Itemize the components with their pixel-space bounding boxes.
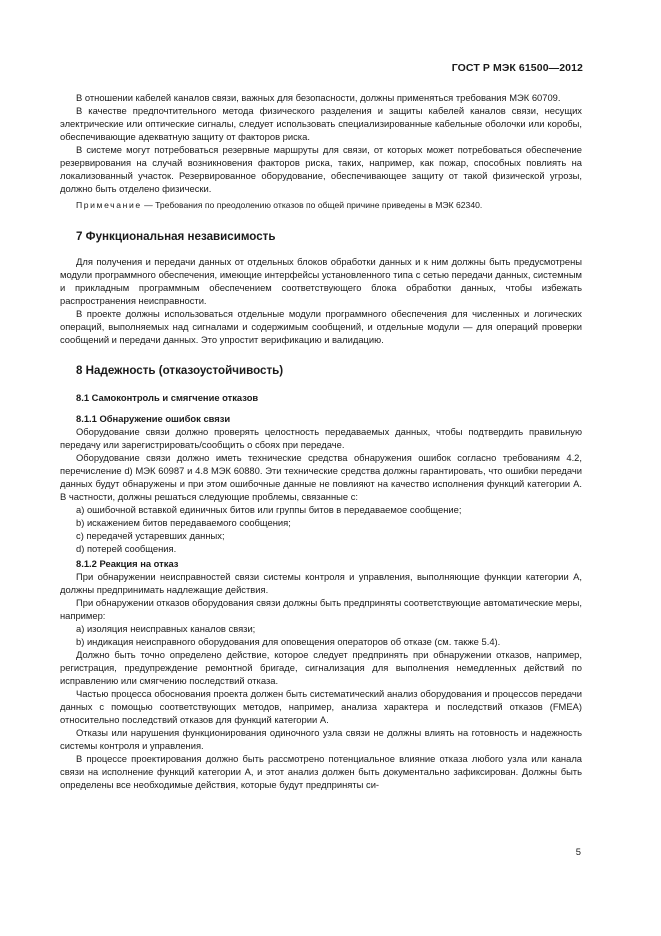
page-number: 5 <box>575 846 581 857</box>
section-7-title: 7 Функциональная независимость <box>76 230 276 243</box>
section-8-1-1-paragraph-1: Оборудование связи должно проверять целостность передаваемых данных, чтобы подтвердить правильную передачу или зарегистрировать/сообщить о сбоях при передаче. <box>60 426 582 450</box>
section-8-1-2-paragraph-1: При обнаружении неисправностей связи системы контроля и управления, выполняющие функции категории А, должны предпринимать надлежащие действия. <box>60 571 582 595</box>
section-8-1-1-title: 8.1.1 Обнаружение ошибок связи <box>76 413 231 424</box>
list-item: b) индикация неисправного оборудования для оповещения операторов об отказе (см. также 5.4). <box>76 636 501 647</box>
list-item: a) ошибочной вставкой единичных битов или группы битов в передаваемое сообщение; <box>76 504 462 515</box>
section-8-1-title: 8.1 Самоконтроль и смягчение отказов <box>76 392 259 403</box>
note-text: — Требования по преодолению отказов по общей причине приведены в МЭК 62340. <box>141 200 483 210</box>
intro-paragraph-3: В системе могут потребоваться резервные маршруты для связи, от которых может потребоваться обеспечение резервирования на случай возникновения факторов риска, таких, например, как пожар, способных повлиять на локализованный участок. Резервированное оборудование, обеспечивающее защиту от такой физической угрозы, должно быть отделено физически. <box>60 144 582 194</box>
section-8-1-2-paragraph-5: Отказы или нарушения функционирования одиночного узла связи не должны влиять на готовность и надежность системы контроля и управления. <box>60 727 582 751</box>
section-8-1-1-paragraph-2: Оборудование связи должно иметь технические средства обнаружения ошибок согласно требованиям 4.2, перечисление d) МЭК 60987 и 4.8 МЭК 60880. Эти технические средства должны гарантировать, что ошибки передачи данных будут обнаружены и при этом ошибочные данные не повлияют на качество исполнения функций категории А. В частности, должны решаться следующие проблемы, связанные с: <box>60 452 582 502</box>
intro-paragraph-2: В качестве предпочтительного метода физического разделения и защиты кабелей каналов связи, несущих электрические или оптические сигналы, следует использовать специализированные кабельные оболочки или коробы, обеспечивающие адекватную защиту от факторов риска. <box>60 105 582 142</box>
section-8-1-2-paragraph-4: Частью процесса обоснования проекта должен быть систематический анализ оборудования и процессов передачи данных с помощью соответствующих методов, например, анализа характера и последствий отказов (FMEA) относительно последствий отказов для функций категории А. <box>60 688 582 725</box>
section-8-1-2-title: 8.1.2 Реакция на отказ <box>76 558 179 569</box>
page-content <box>60 91 582 791</box>
section-8-1-2-paragraph-2: При обнаружении отказов оборудования связи должны быть предприняты соответствующие автоматические меры, например: <box>60 597 582 621</box>
section-7-paragraph-1: Для получения и передачи данных от отдельных блоков обработки данных и к ним должны быть предусмотрены модули программного обеспечения, имеющие интерфейсы установленного типа с сетью передачи данных, системным и прикладным программным обеспечением соответствующего блока обработки данных, чтобы избежать распространения неисправности. <box>60 256 582 306</box>
intro-paragraph-1: В отношении кабелей каналов связи, важных для безопасности, должны применяться требования МЭК 60709. <box>76 92 561 103</box>
list-item: c) передачей устаревших данных; <box>76 530 225 541</box>
note-label: Примечание <box>76 200 142 210</box>
section-8-title: 8 Надежность (отказоустойчивость) <box>76 364 284 377</box>
section-7-paragraph-2: В проекте должны использоваться отдельные модули программного обеспечения для численных и логических операций, выполняемых над сигналами и содержимым сообщений, и отдельные модули — для операций проверки сообщений и передачи данных. Это упростит верификацию и валидацию. <box>60 308 582 345</box>
list-item: b) искажением битов передаваемого сообщения; <box>76 517 291 528</box>
list-item: a) изоляция неисправных каналов связи; <box>76 623 256 634</box>
section-8-1-2-paragraph-3: Должно быть точно определено действие, которое следует предпринять при обнаружении отказов, например, регистрация, предупреждение ремонтной бригаде, сигнализация для выполнения немедленных действий по исправлению или смягчению последствий отказа. <box>60 649 582 686</box>
list-item: d) потерей сообщения. <box>76 543 177 554</box>
section-8-1-2-paragraph-6: В процессе проектирования должно быть рассмотрено потенциальное влияние отказа любого узла или канала связи на исполнение функций категории А, и этот анализ должен быть документально зафиксирован. Должны быть определены все необходимые действия, которые будут предприняты си- <box>60 753 582 790</box>
standard-header: ГОСТ Р МЭК 61500—2012 <box>451 62 583 74</box>
note <box>60 199 582 212</box>
